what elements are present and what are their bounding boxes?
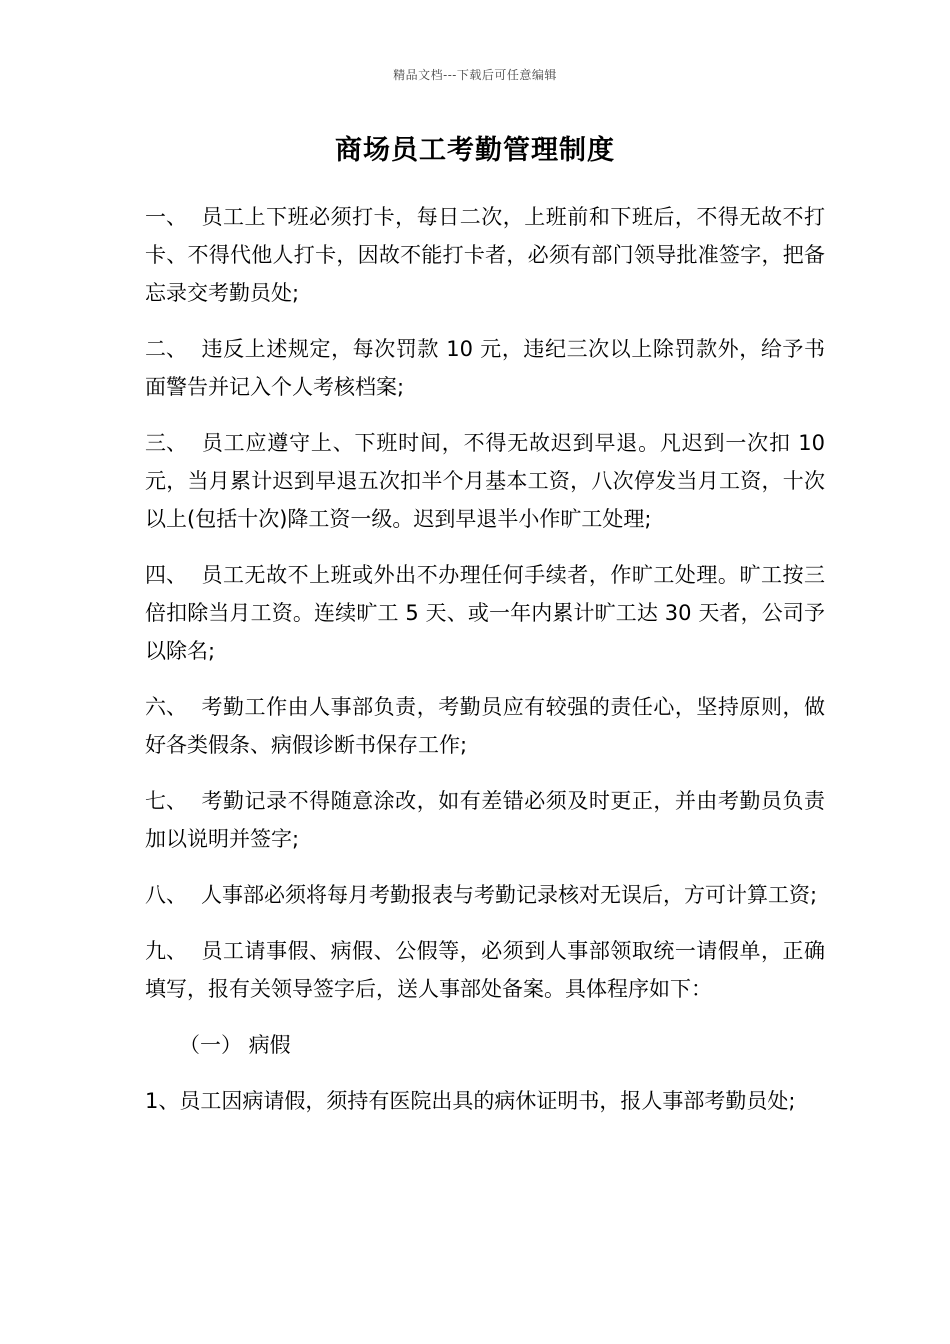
clause-8 bbox=[145, 876, 825, 914]
document-body bbox=[145, 198, 825, 1138]
clause-text: 考勤记录不得随意涂改，如有差错必须及时更正，并由考勤员负责加以说明并签字; bbox=[145, 789, 825, 851]
clause-number: 八、 bbox=[145, 883, 187, 907]
clause-6 bbox=[145, 688, 825, 764]
clause-text: 员工应遵守上、下班时间，不得无故迟到早退。凡迟到一次扣 10 元，当月累计迟到早退五次扣半个月基本工资，八次停发当月工资，十次以上(包括十次)降工资一级。迟到早退半小作旷工处理; bbox=[145, 431, 825, 531]
clause-text: 考勤工作由人事部负责，考勤员应有较强的责任心，坚持原则，做好各类假条、病假诊断书保存工作; bbox=[145, 695, 825, 757]
header-note: 精品文档---下载后可任意编辑 bbox=[393, 68, 557, 82]
clause-4 bbox=[145, 556, 825, 670]
subsection-heading: （一） 病假 bbox=[179, 1033, 291, 1057]
clause-7 bbox=[145, 782, 825, 858]
clause-1 bbox=[145, 198, 825, 312]
clause-number: 二、 bbox=[145, 337, 187, 361]
clause-text: 人事部必须将每月考勤报表与考勤记录核对无误后，方可计算工资; bbox=[201, 883, 818, 907]
clause-text: 违反上述规定，每次罚款 10 元，违纪三次以上除罚款外，给予书面警告并记入个人考核档案; bbox=[145, 337, 825, 399]
clause-3 bbox=[145, 424, 825, 538]
list-item: 1、员工因病请假，须持有医院出具的病休证明书，报人事部考勤员处; bbox=[145, 1089, 796, 1113]
clause-number: 九、 bbox=[145, 939, 187, 963]
clause-text: 员工请事假、病假、公假等，必须到人事部领取统一请假单，正确填写，报有关领导签字后，送人事部处备案。具体程序如下： bbox=[145, 939, 825, 1001]
clause-number: 四、 bbox=[145, 563, 187, 587]
clause-text: 员工上下班必须打卡，每日二次，上班前和下班后，不得无故不打卡、不得代他人打卡，因故不能打卡者，必须有部门领导批准签字，把备忘录交考勤员处; bbox=[145, 205, 825, 305]
clause-number: 七、 bbox=[145, 789, 187, 813]
document-title: 商场员工考勤管理制度 bbox=[335, 135, 615, 166]
clause-number: 六、 bbox=[145, 695, 187, 719]
clause-2 bbox=[145, 330, 825, 406]
clause-9 bbox=[145, 932, 825, 1008]
clause-number: 三、 bbox=[145, 431, 187, 455]
clause-number: 一、 bbox=[145, 205, 187, 229]
clause-text: 员工无故不上班或外出不办理任何手续者，作旷工处理。旷工按三倍扣除当月工资。连续旷工 5 天、或一年内累计旷工达 30 天者，公司予以除名; bbox=[145, 563, 825, 663]
